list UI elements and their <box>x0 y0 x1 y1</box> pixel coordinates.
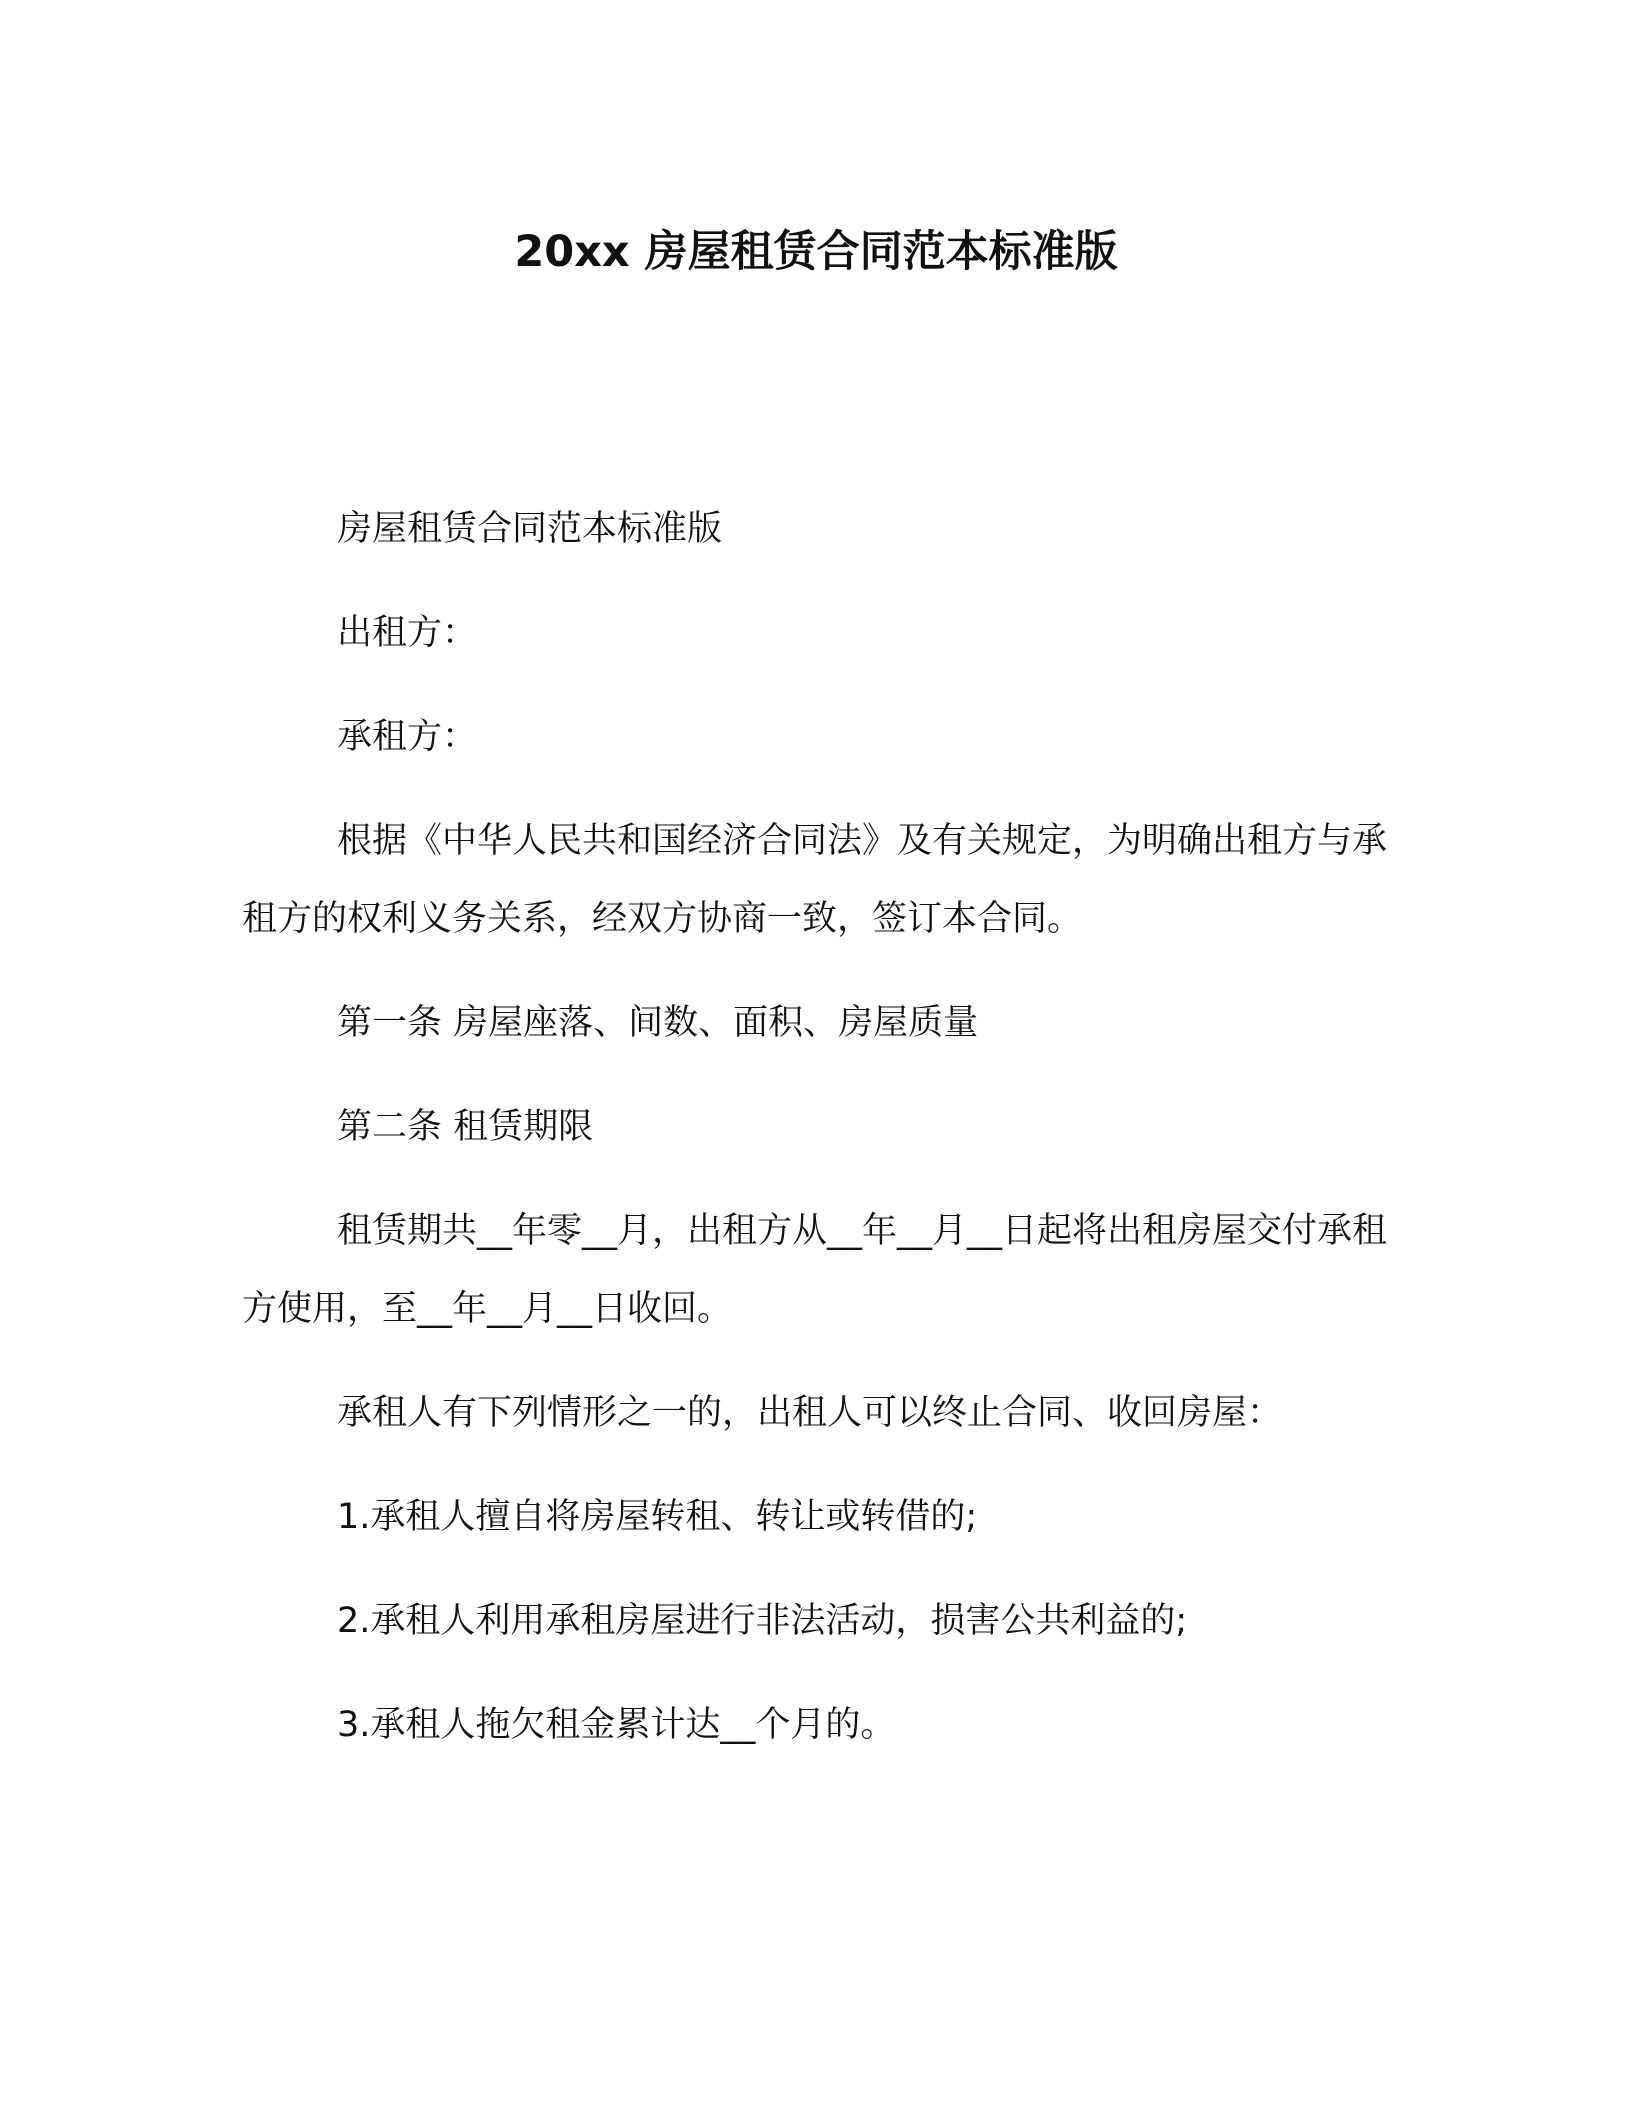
paragraph-condition-3: 3.承租人拖欠租金累计达__个月的。 <box>337 1705 896 1745</box>
paragraph-lessor: 出租方： <box>337 613 478 653</box>
paragraph-condition-1: 1.承租人擅自将房屋转租、转让或转借的; <box>337 1497 978 1537</box>
paragraph-lessee: 承租方： <box>337 717 478 757</box>
paragraph-subtitle: 房屋租赁合同范本标准版 <box>337 509 723 549</box>
document-body <box>242 490 1390 1790</box>
paragraph-condition-2: 2.承租人利用承租房屋进行非法活动，损害公共利益的; <box>337 1601 1188 1641</box>
paragraph-termination-intro: 承租人有下列情形之一的，出租人可以终止合同、收回房屋： <box>337 1393 1283 1433</box>
paragraph-lease-term: 租赁期共__年零__月，出租方从__年__月__日起将出租房屋交付承租方使用，至__年__月__日收回。 <box>242 1211 1388 1329</box>
paragraph-article-2: 第二条 租赁期限 <box>337 1107 594 1147</box>
document-title: 20xx 房屋租赁合同范本标准版 <box>514 227 1118 277</box>
paragraph-preamble: 根据《中华人民共和国经济合同法》及有关规定，为明确出租方与承租方的权利义务关系，经双方协商一致，签订本合同。 <box>242 821 1388 939</box>
paragraph-article-1: 第一条 房屋座落、间数、面积、房屋质量 <box>337 1003 979 1043</box>
